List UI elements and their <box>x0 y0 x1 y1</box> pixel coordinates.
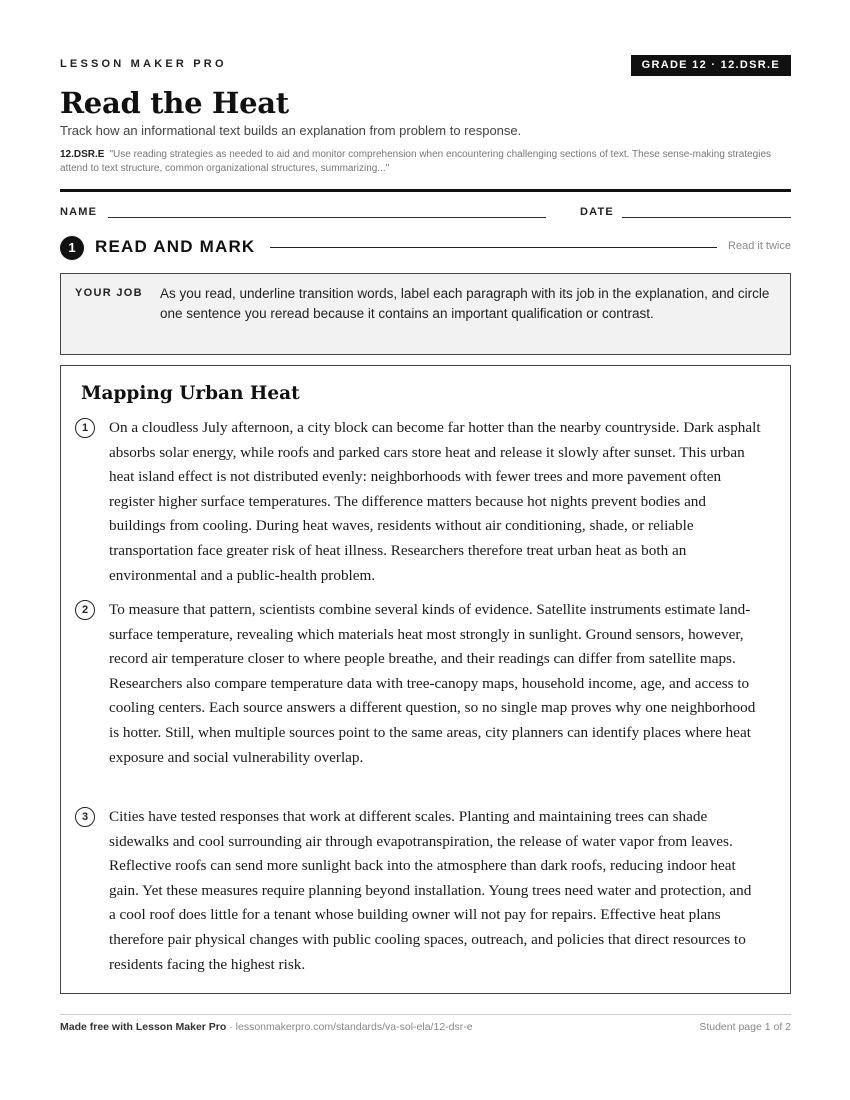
job-text: As you read, underline transition words, label each paragraph with its job in the explanation, and circle one sentence you reread because it contains an important qualification or contrast. <box>160 286 770 321</box>
paragraph-text: On a cloudless July afternoon, a city block can become far hotter than the nearby countryside. Dark asphalt absorbs solar energy, while roofs and parked cars store heat and release it slowly after sunset. This urban heat island effect is not distributed evenly: neighborhoods with fewer trees and more pavement often register higher surface temperatures. The difference matters because hot nights prevent bodies and buildings from cooling. During heat waves, residents without air conditioning, shade, or reliable transportation face greater risk of heat illness. Researchers therefore treat urban heat as both an environmental and a public-health problem. <box>109 419 761 584</box>
paragraph-number: 2 <box>75 600 95 620</box>
date-label: DATE <box>580 206 614 218</box>
student-info-row <box>60 206 791 222</box>
paragraph-text: Cities have tested responses that work at different scales. Planting and maintaining trees can shade sidewalks and cool surrounding air through evapotranspiration, the release of water vapor from leaves. Reflective roofs can send more sunlight back into the atmosphere than dark roofs, reducing indoor heat gain. Yet these measures require planning beyond installation. Young trees need water and protection, and a cool roof does little for a tenant whose building owner will not pay for repairs. Effective heat plans therefore pair physical changes with public cooling spaces, outreach, and policies that direct resources to residents facing the highest risk. <box>109 808 752 973</box>
standard-text: "Use reading strategies as needed to aid and monitor comprehension when encountering challenging sections of text. These sense-making strategies attend to text structure, common organizational structures, summarizing..." <box>60 149 772 174</box>
page-footer <box>60 1021 791 1033</box>
name-field[interactable] <box>108 217 546 218</box>
job-label: YOUR JOB <box>75 287 143 299</box>
name-label: NAME <box>60 206 98 218</box>
header-divider <box>60 189 791 192</box>
reading-passage <box>60 365 791 994</box>
step-number-badge: 1 <box>60 236 84 260</box>
section-header <box>60 235 791 259</box>
footer-url[interactable]: · lessonmakerpro.com/standards/va-sol-ela/12-dsr-e <box>226 1021 473 1033</box>
grade-badge: GRADE 12 · 12.DSR.E <box>631 55 791 76</box>
standard-code: 12.DSR.E <box>60 149 105 160</box>
footer-made-with: Made free with Lesson Maker Pro <box>60 1021 227 1033</box>
date-field[interactable] <box>622 217 791 218</box>
page-title: Read the Heat <box>60 86 289 120</box>
job-instructions-box <box>60 273 791 355</box>
passage-title: Mapping Urban Heat <box>81 383 300 404</box>
section-note: Read it twice <box>728 240 791 252</box>
page-subtitle: Track how an informational text builds an explanation from problem to response. <box>60 123 522 138</box>
footer-page-number: Student page 1 of 2 <box>699 1021 791 1033</box>
standard-description <box>60 148 791 176</box>
section-title: READ AND MARK <box>95 237 256 256</box>
paragraph-number: 3 <box>75 807 95 827</box>
section-divider <box>270 247 717 248</box>
paragraph-text: To measure that pattern, scientists combine several kinds of evidence. Satellite instruments estimate land-surface temperature, revealing which materials heat most strongly in sunlight. Ground sensors, however, record air temperature closer to where people breathe, and their readings can differ from satellite maps. Researchers also compare temperature data with tree-canopy maps, household income, age, and access to cooling centers. Each source answers a different question, so no single map proves why one neighborhood is hotter. Still, when multiple sources point to the same areas, city planners can identify places where heat exposure and social vulnerability overlap. <box>109 601 756 766</box>
paragraph-number: 1 <box>75 418 95 438</box>
top-bar <box>60 55 791 79</box>
footer-divider <box>60 1014 791 1015</box>
brand-label: LESSON MAKER PRO <box>60 58 227 70</box>
